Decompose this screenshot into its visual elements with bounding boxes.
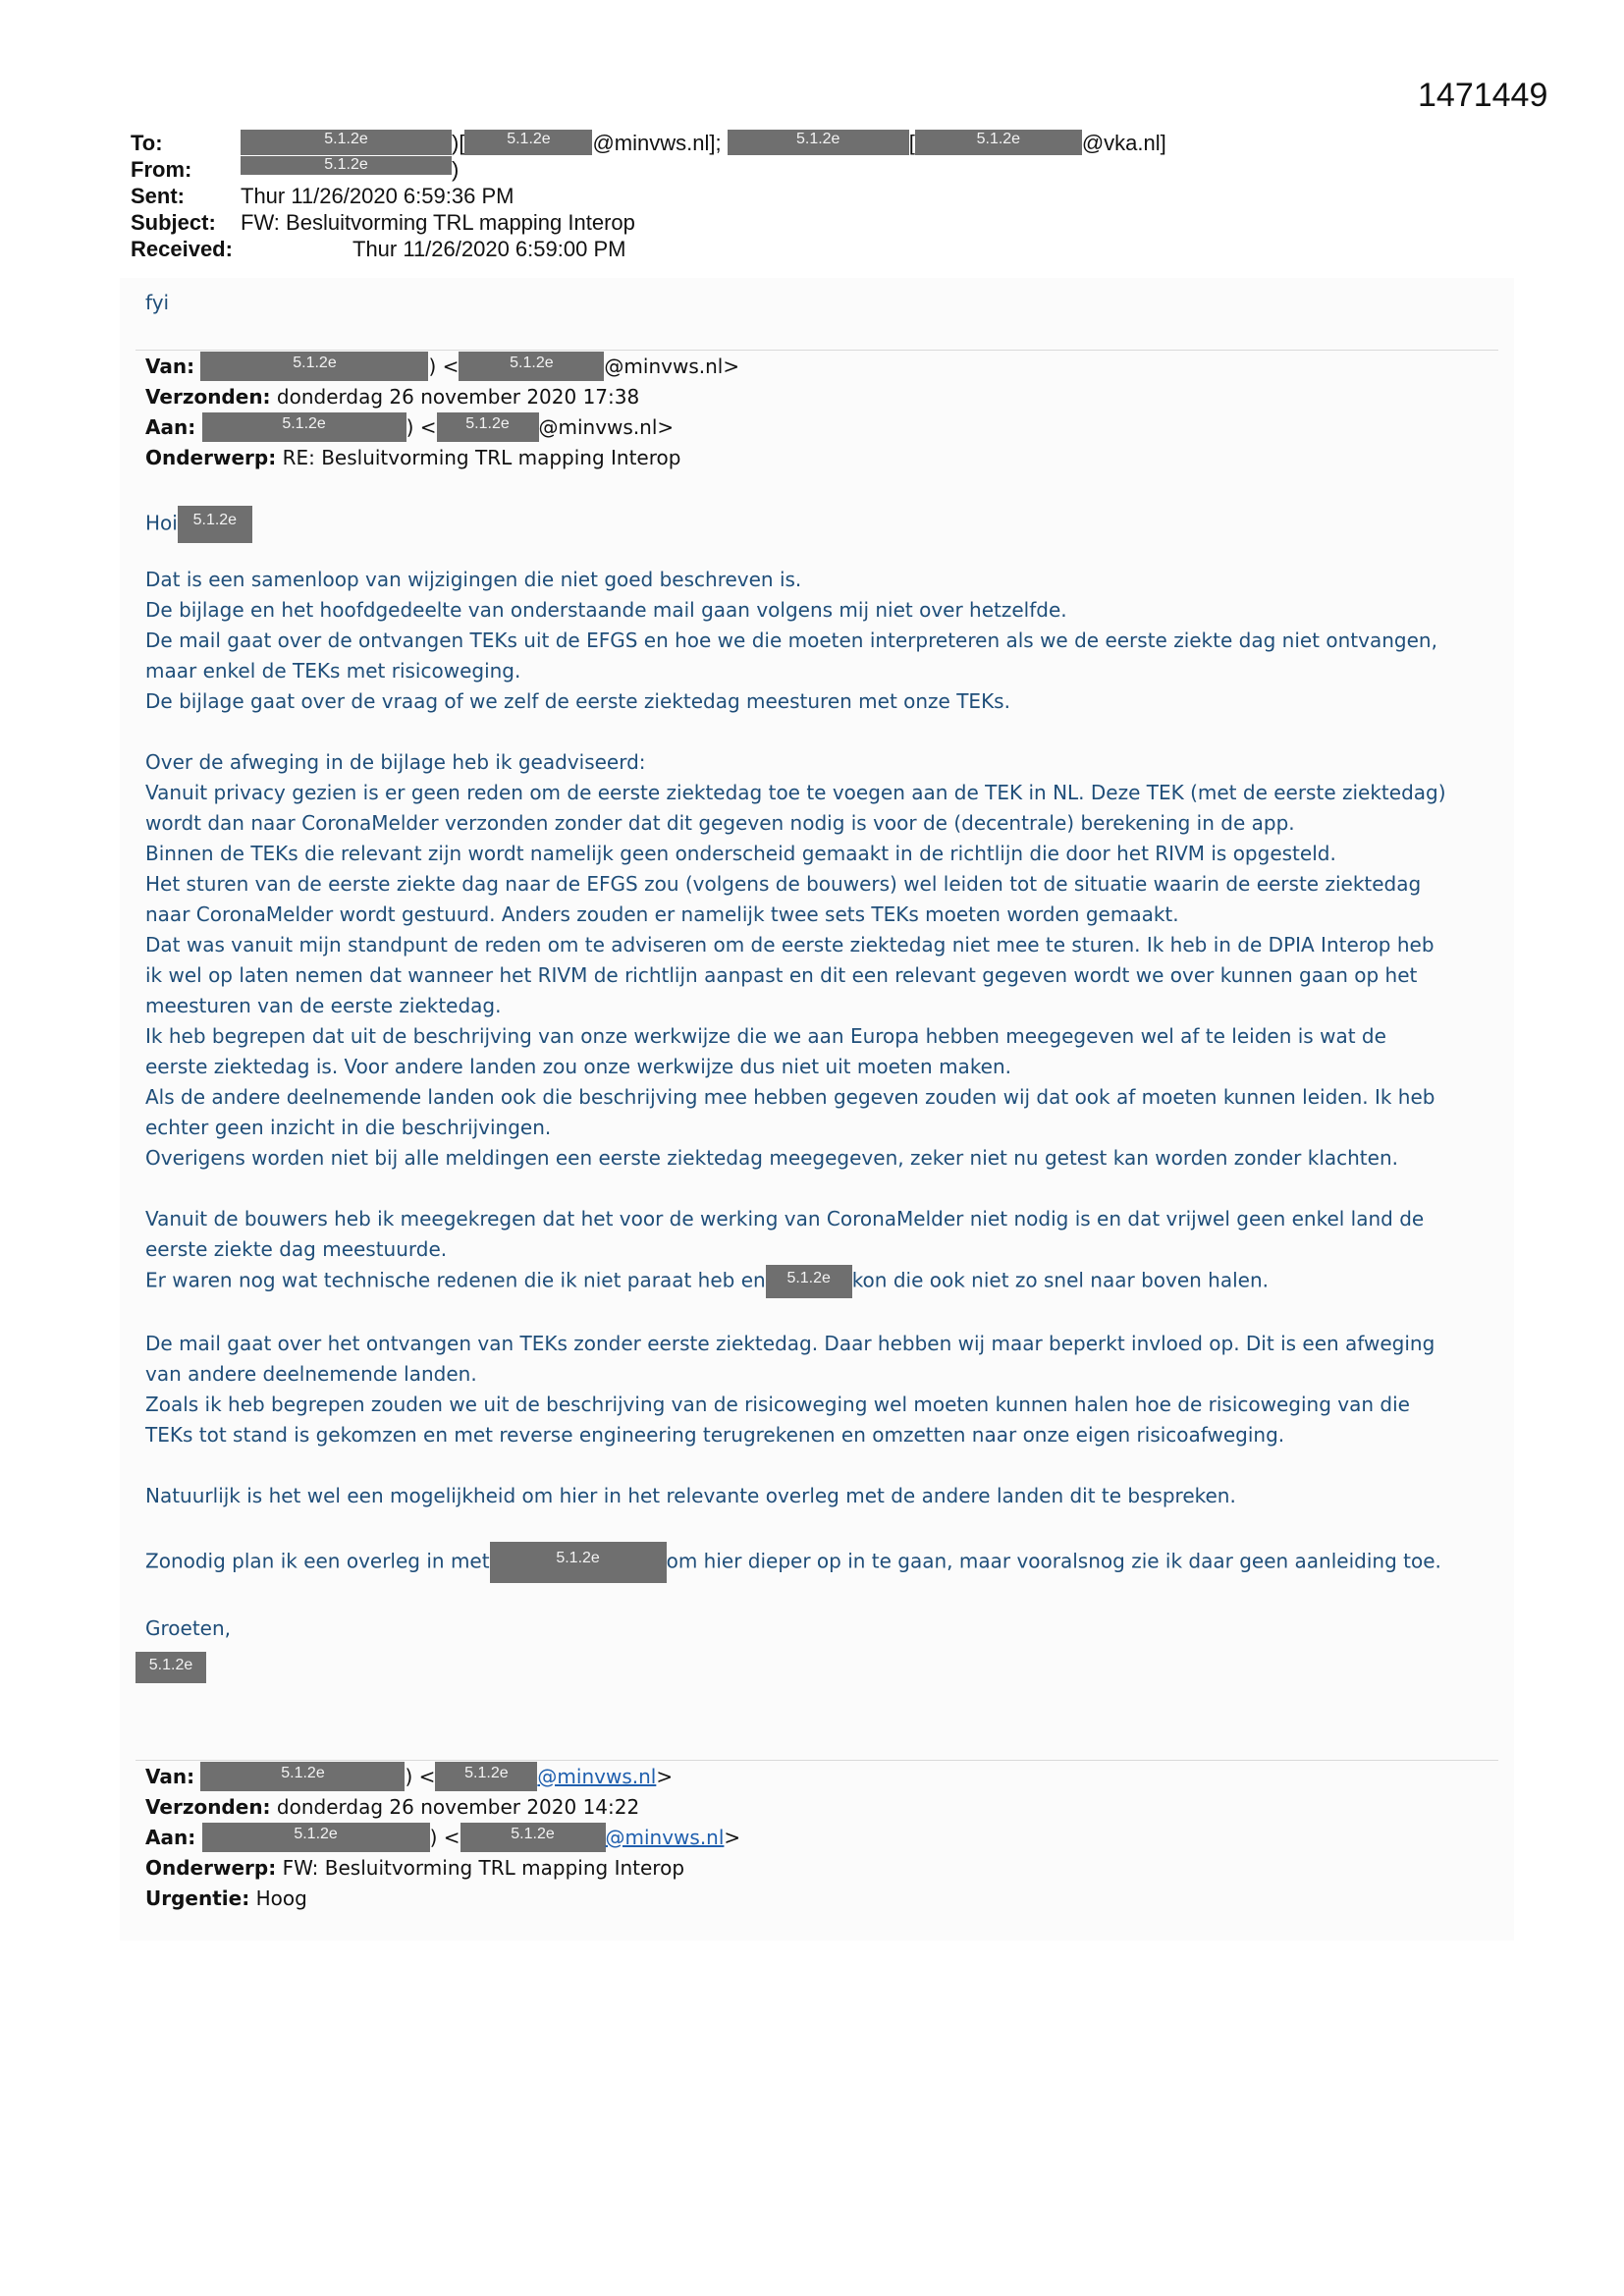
aan-label: Aan: (145, 1826, 196, 1849)
orig-verzonden-row (145, 1792, 1500, 1823)
subject-value: FW: Besluitvorming TRL mapping Interop (241, 210, 635, 235)
to-bracket: )[ (452, 131, 465, 155)
redaction-box: 5.1.2e (135, 1652, 206, 1683)
redaction-box: 5.1.2e (202, 1823, 430, 1852)
body-line: De mail gaat over het ontvangen van TEKs zonder eerste ziektedag. Daar hebben wij maar beperkt invloed op. Dit is een afweging (145, 1332, 1435, 1355)
body-line: De bijlage en het hoofdgedeelte van onderstaande mail gaan volgens mij niet over hetzelfde. (145, 598, 1067, 622)
body-line: echter geen inzicht in die beschrijvingen. (145, 1116, 552, 1139)
separator-text: ) < (406, 415, 437, 439)
onderwerp-value: FW: Besluitvorming TRL mapping Interop (282, 1856, 685, 1880)
body-line: eerste ziektedag is. Voor andere landen zou onze werkwijze dus niet uit moeten maken. (145, 1055, 1012, 1078)
aan-domain: @minvws.nl> (538, 415, 675, 439)
reply-van-row (145, 352, 1500, 382)
redaction-box: 5.1.2e (200, 1762, 405, 1791)
separator-text: ) < (405, 1765, 436, 1788)
redaction-box: 5.1.2e (435, 1762, 537, 1791)
body-line: Ik heb begrepen dat uit de beschrijving van onze werkwijze die we aan Europa hebben meegegeven wel af te leiden is wat de (145, 1024, 1386, 1048)
body-text: Er waren nog wat technische redenen die ik niet paraat heb en (145, 1268, 766, 1292)
body-line (145, 1542, 1500, 1583)
orig-aan-row (145, 1823, 1500, 1853)
separator-line (135, 350, 1498, 351)
to-domain: @minvws.nl]; (592, 131, 722, 155)
received-label: Received: (131, 237, 233, 261)
onderwerp-label: Onderwerp: (145, 1856, 277, 1880)
verzonden-label: Verzonden: (145, 385, 271, 409)
from-row (131, 156, 1505, 183)
redaction-box: 5.1.2e (490, 1542, 667, 1583)
urgentie-value: Hoog (255, 1886, 307, 1910)
van-label: Van: (145, 1765, 195, 1788)
separator-line (135, 1760, 1498, 1761)
to-bracket: [ (908, 131, 915, 155)
reply-onderwerp-row (145, 443, 1500, 473)
body-text: om hier dieper op in te gaan, maar vooralsnog zie ik daar geen aanleiding toe. (666, 1549, 1441, 1573)
body-line: eerste ziekte dag meestuurde. (145, 1237, 448, 1261)
redaction-box: 5.1.2e (437, 412, 539, 442)
signature (135, 1652, 206, 1683)
onderwerp-label: Onderwerp: (145, 446, 277, 469)
verzonden-value: donderdag 26 november 2020 17:38 (276, 385, 640, 409)
from-label: From: (131, 157, 192, 182)
body-line: Het sturen van de eerste ziekte dag naar de EFGS zou (volgens de bouwers) wel leiden tot de situatie waarin de eerste ziektedag (145, 872, 1422, 896)
van-domain: @minvws.nl> (604, 355, 740, 378)
to-label: To: (131, 131, 163, 155)
redaction-box: 5.1.2e (459, 352, 604, 381)
redaction-box: 5.1.2e (460, 1823, 606, 1852)
redaction-box: 5.1.2e (766, 1265, 852, 1298)
body-line: Vanuit de bouwers heb ik meegekregen dat het voor de werking van CoronaMelder niet nodig is en dat vrijwel geen enkel land de (145, 1207, 1425, 1230)
body-line: De mail gaat over de ontvangen TEKs uit de EFGS en hoe we die moeten interpreteren als we de eerste ziekte dag niet ontvangen, (145, 629, 1437, 652)
van-email-link[interactable]: @minvws.nl (537, 1765, 657, 1788)
body-line: Als de andere deelnemende landen ook die beschrijving mee hebben gegeven zouden wij dat ook af moeten kunnen leiden. Ik heb (145, 1085, 1435, 1109)
urgentie-label: Urgentie: (145, 1886, 250, 1910)
orig-onderwerp-row (145, 1853, 1500, 1884)
fyi-note: fyi (145, 291, 170, 314)
redaction-box: 5.1.2e (178, 506, 252, 543)
body-line (145, 1265, 1500, 1298)
separator-text: ) < (429, 1826, 460, 1849)
separator-text: > (724, 1826, 741, 1849)
redaction-box: 5.1.2e (202, 412, 406, 442)
body-line: Natuurlijk is het wel een mogelijkheid om hier in het relevante overleg met de andere landen dit te bespreken. (145, 1484, 1236, 1507)
body-line: naar CoronaMelder wordt gestuurd. Anders zouden er namelijk twee sets TEKs moeten worden gemaakt. (145, 902, 1179, 926)
redaction-box: 5.1.2e (728, 130, 909, 155)
body-line: Dat was vanuit mijn standpunt de reden om te adviseren om de eerste ziektedag niet mee te sturen. Ik heb in de DPIA Interop heb (145, 933, 1435, 957)
body-line: meesturen van de eerste ziektedag. (145, 994, 502, 1017)
redaction-box: 5.1.2e (915, 130, 1082, 155)
van-label: Van: (145, 355, 195, 378)
separator-text: ) < (428, 355, 460, 378)
body-line: TEKs tot stand is gekomzen en met reverse engineering terugrekenen en omzetten naar onze eigen risicoafweging. (145, 1423, 1285, 1447)
reply-verzonden-row (145, 382, 1500, 412)
onderwerp-value: RE: Besluitvorming TRL mapping Interop (282, 446, 681, 469)
closing: Groeten, (145, 1616, 232, 1640)
redaction-box: 5.1.2e (241, 156, 452, 175)
sent-label: Sent: (131, 184, 185, 208)
original-header (145, 1762, 1500, 1914)
body-line: van andere deelnemende landen. (145, 1362, 477, 1386)
subject-label: Subject: (131, 210, 216, 235)
body-line: ik wel op laten nemen dat wanneer het RIVM de richtlijn aanpast en dit een relevant gegeven wordt we over kunnen gaan op het (145, 963, 1418, 987)
to-domain: @vka.nl] (1081, 131, 1166, 155)
reply-aan-row (145, 412, 1500, 443)
sent-value: Thur 11/26/2020 6:59:36 PM (241, 184, 514, 208)
orig-urgentie-row (145, 1884, 1500, 1914)
message-body (145, 506, 1500, 1644)
body-line: Over de afweging in de bijlage heb ik geadviseerd: (145, 750, 646, 774)
to-row (131, 130, 1505, 156)
body-line: Overigens worden niet bij alle meldingen een eerste ziektedag meegegeven, zeker niet nu getest kan worden zonder klachten. (145, 1146, 1398, 1170)
greeting-line (145, 506, 1500, 543)
received-value: Thur 11/26/2020 6:59:00 PM (352, 237, 626, 261)
body-line: maar enkel de TEKs met risicoweging. (145, 659, 521, 683)
document-id: 1471449 (1418, 77, 1548, 114)
body-line: De bijlage gaat over de vraag of we zelf de eerste ziektedag meesturen met onze TEKs. (145, 689, 1010, 713)
body-line: Zoals ik heb begrepen zouden we uit de beschrijving van de risicoweging wel moeten kunnen halen hoe de risicoweging van die (145, 1393, 1410, 1416)
body-text: Zonodig plan ik een overleg in met (145, 1549, 490, 1573)
redaction-box: 5.1.2e (200, 352, 428, 381)
redaction-box: 5.1.2e (241, 130, 452, 155)
aan-email-link[interactable]: @minvws.nl (605, 1826, 725, 1849)
outer-email-header (131, 130, 1505, 262)
verzonden-value: donderdag 26 november 2020 14:22 (276, 1795, 640, 1819)
aan-label: Aan: (145, 415, 196, 439)
body-text: kon die ook niet zo snel naar boven halen. (851, 1268, 1269, 1292)
separator-text: > (656, 1765, 674, 1788)
verzonden-label: Verzonden: (145, 1795, 271, 1819)
body-line: Dat is een samenloop van wijzigingen die niet goed beschreven is. (145, 568, 802, 591)
received-row (131, 236, 1505, 262)
reply-header (145, 352, 1500, 473)
body-line: Vanuit privacy gezien is er geen reden om de eerste ziektedag toe te voegen aan de TEK in NL. Deze TEK (met de eerste ziektedag) (145, 781, 1446, 804)
greeting: Hoi (145, 511, 178, 535)
redaction-box: 5.1.2e (464, 130, 592, 155)
body-line: Binnen de TEKs die relevant zijn wordt namelijk geen onderscheid gemaakt in de richtlijn die door het RIVM is opgesteld. (145, 842, 1336, 865)
sent-row (131, 183, 1505, 209)
orig-van-row (145, 1762, 1500, 1792)
body-line: wordt dan naar CoronaMelder verzonden zonder dat dit gegeven nodig is voor de (decentrale) berekening in de app. (145, 811, 1295, 835)
from-suffix: ) (452, 157, 460, 182)
subject-row (131, 209, 1505, 236)
